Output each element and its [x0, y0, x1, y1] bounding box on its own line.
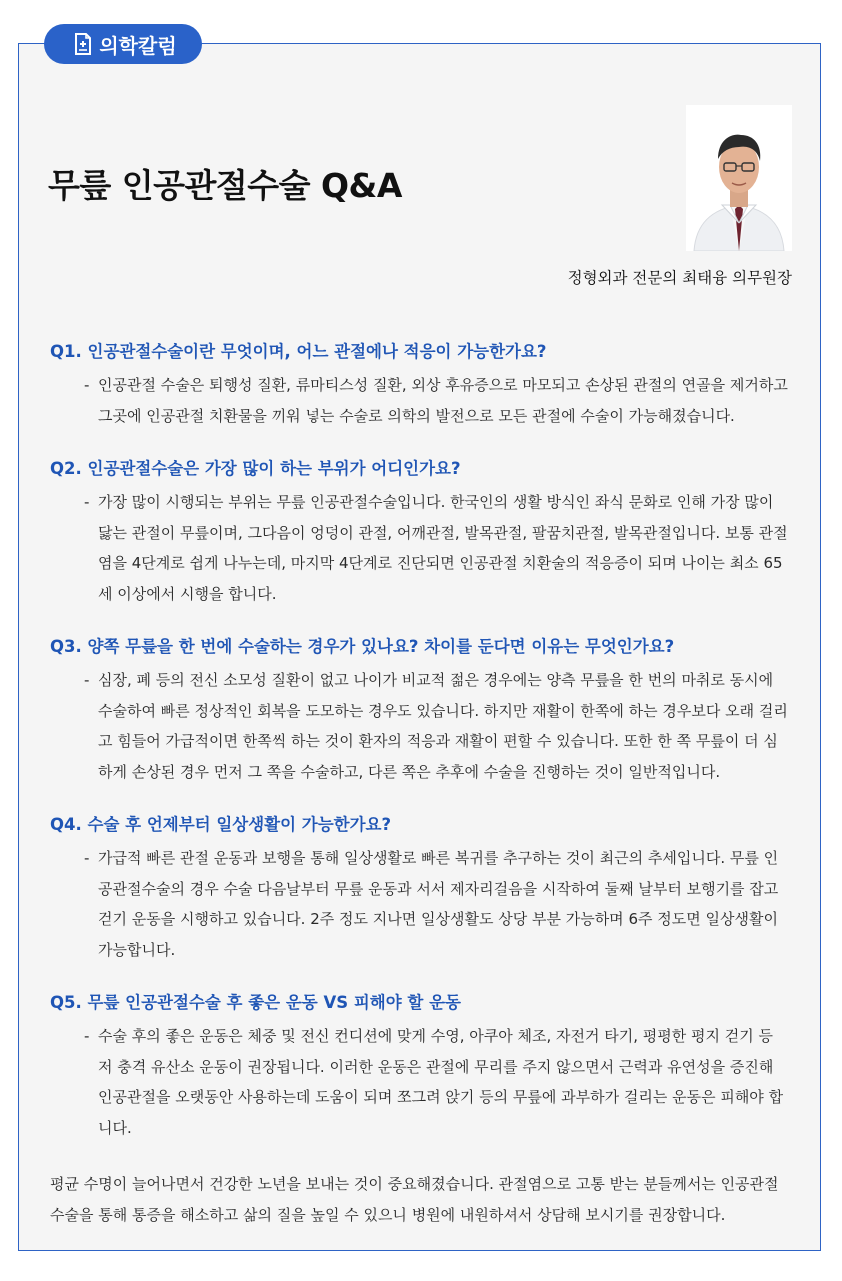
answer-dash: - — [84, 849, 90, 867]
answer-text: 수술 후의 좋은 운동은 체중 및 전신 컨디션에 맞게 수영, 아쿠아 체조, 자전거 타기, 평평한 평지 걷기 등 저 충격 유산소 운동이 권장됩니다. 이러한 운동은 관절에 무리를 주지 않으면서 근력과 유연성을 증진해 인공관절을 오랫동안 사용하는데 도움이 되며 쪼그려 앉기 등의 무릎에 과부하가 걸리는 운동은 피해야 합니다. — [98, 1027, 784, 1137]
column-badge — [44, 24, 202, 64]
answer-text: 가급적 빠른 관절 운동과 보행을 통해 일상생활로 빠른 복귀를 추구하는 것이 최근의 추세입니다. 무릎 인공관절수술의 경우 수술 다음날부터 무릎 운동과 서서 제자리걸음을 시작하여 둘째 날부터 보행기를 잡고 걷기 운동을 시행하고 있습니다. 2주 정도 지나면 일상생활도 상당 부분 가능하며 6주 정도면 일상생활이 가능합니다. — [98, 849, 779, 959]
question-3: Q3. 양쪽 무릎을 한 번에 수술하는 경우가 있나요? 차이를 둔다면 이유는 무엇인가요? — [50, 637, 675, 656]
page-title: 무릎 인공관절수술 Q&A — [48, 166, 402, 205]
answer-text: 인공관절 수술은 퇴행성 질환, 류마티스성 질환, 외상 후유증으로 마모되고 손상된 관절의 연골을 제거하고 그곳에 인공관절 치환물을 끼워 넣는 수술로 의학의 발전으로 모든 관절에 수술이 가능해졌습니다. — [98, 376, 788, 425]
qa-item-2 — [50, 457, 792, 609]
badge-label: 의학칼럼 — [99, 33, 177, 58]
question-4: Q4. 수술 후 언제부터 일상생활이 가능한가요? — [50, 815, 392, 834]
answer-dash: - — [84, 671, 90, 689]
answer-1 — [50, 370, 792, 431]
qa-item-1 — [50, 340, 792, 431]
answer-dash: - — [84, 493, 90, 511]
answer-5 — [50, 1021, 792, 1143]
medical-document-icon — [73, 32, 93, 56]
answer-4 — [50, 843, 792, 965]
question-1: Q1. 인공관절수술이란 무엇이며, 어느 관절에나 적응이 가능한가요? — [50, 342, 547, 361]
qa-item-4 — [50, 813, 792, 965]
qa-item-3 — [50, 635, 792, 787]
conclusion-paragraph: 평균 수명이 늘어나면서 건강한 노년을 보내는 것이 중요해졌습니다. 관절염으로 고통 받는 분들께서는 인공관절 수술을 통해 통증을 해소하고 삶의 질을 높일 수 있으니 병원에 내원하셔서 상담해 보시기를 권장합니다. — [50, 1175, 779, 1224]
qa-content — [50, 340, 792, 1230]
answer-3 — [50, 665, 792, 787]
answer-2 — [50, 487, 792, 609]
doctor-portrait — [686, 105, 792, 251]
answer-dash: - — [84, 1027, 90, 1045]
qa-item-5 — [50, 991, 792, 1143]
answer-text: 심장, 폐 등의 전신 소모성 질환이 없고 나이가 비교적 젊은 경우에는 양측 무릎을 한 번의 마취로 동시에 수술하여 빠른 정상적인 회복을 도모하는 경우도 있습니다. 하지만 재활이 한쪽에 하는 경우보다 오래 걸리고 힘들어 가급적이면 한쪽씩 하는 것이 환자의 적응과 재활이 편할 수 있습니다. 또한 한 쪽 무릎이 더 심하게 손상된 경우 먼저 그 쪽을 수술하고, 다른 쪽은 추후에 수술을 진행하는 것이 일반적입니다. — [98, 671, 788, 781]
author-line: 정형외과 전문의 최태융 의무원장 — [567, 269, 792, 287]
question-2: Q2. 인공관절수술은 가장 많이 하는 부위가 어디인가요? — [50, 459, 461, 478]
answer-text: 가장 많이 시행되는 부위는 무릎 인공관절수술입니다. 한국인의 생활 방식인 좌식 문화로 인해 가장 많이 닳는 관절이 무릎이며, 그다음이 엉덩이 관절, 어깨관절, 발목관절, 팔꿈치관절, 발목관절입니다. 보통 관절염을 4단계로 쉽게 나누는데, 마지막 4단계로 진단되면 인공관절 치환술의 적응증이 되며 나이는 최소 65세 이상에서 시행을 합니다. — [98, 493, 788, 603]
question-5: Q5. 무릎 인공관절수술 후 좋은 운동 VS 피해야 할 운동 — [50, 993, 461, 1012]
answer-dash: - — [84, 376, 90, 394]
